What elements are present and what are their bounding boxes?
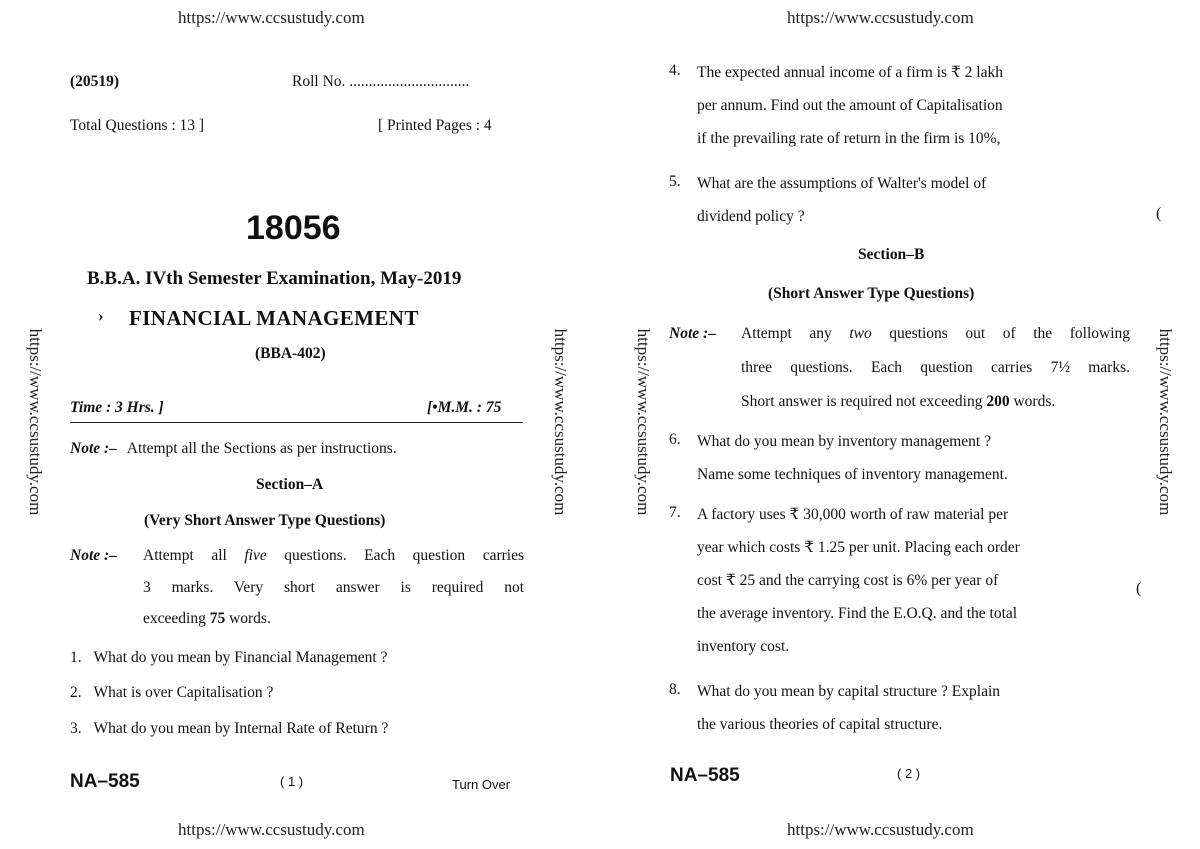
question-line: A factory uses ₹ 30,000 worth of raw material per: [697, 506, 1009, 523]
side-url-right: https://www.ccsustudy.com: [1156, 328, 1175, 516]
question-line: The expected annual income of a firm is ₹ 2 lakh: [697, 64, 1003, 81]
question-line: year which costs ₹ 1.25 per unit. Placing each order: [697, 539, 1020, 556]
question-4: [697, 56, 1117, 155]
question-text: What do you mean by Financial Management ?: [93, 649, 388, 666]
note-text: words.: [229, 610, 271, 627]
section-a-note-label: [70, 547, 117, 565]
question-8: [697, 675, 1117, 741]
max-marks: [•M.M. : 75: [427, 399, 502, 416]
side-url-center-left: https://www.ccsustudy.com: [551, 328, 570, 516]
note-emphasis: five: [244, 547, 267, 564]
question-line: What do you mean by capital structure ? Explain: [697, 683, 1001, 700]
turn-over: Turn Over: [452, 777, 511, 792]
note-text: Attempt all: [143, 547, 227, 564]
general-note-text: Attempt all the Sections as per instructions.: [126, 440, 397, 457]
section-a-title: Section–A: [256, 476, 324, 493]
bottom-url-right: https://www.ccsustudy.com: [787, 820, 974, 839]
section-b-note-line-1: [741, 325, 1130, 343]
question-line: if the prevailing rate of return in the firm is 10%,: [697, 130, 1001, 147]
section-b-note-line-3: [741, 393, 1055, 411]
question-8-number: 8.: [669, 681, 681, 698]
question-7: [697, 498, 1117, 663]
exam-title: B.B.A. IVth Semester Examination, May-2019: [87, 268, 462, 289]
paper-number: 18056: [246, 209, 341, 247]
bottom-url-left: https://www.ccsustudy.com: [178, 820, 365, 839]
question-line: cost ₹ 25 and the carrying cost is 6% per year of: [697, 572, 999, 589]
question-line: Name some techniques of inventory management.: [697, 466, 1008, 483]
footer-code: NA–585: [670, 765, 740, 786]
roll-number-field: Roll No. ...............................: [292, 73, 470, 90]
question-1: [70, 649, 387, 667]
question-line: What are the assumptions of Walter's model of: [697, 175, 987, 192]
general-note: [70, 440, 397, 458]
section-a-note-line-1: [143, 547, 524, 565]
note-label: Note :–: [669, 325, 716, 342]
time-allowed: Time : 3 Hrs. ]: [70, 399, 164, 416]
question-7-number: 7.: [669, 504, 681, 521]
question-line: the various theories of capital structure.: [697, 716, 943, 733]
question-text: What do you mean by Internal Rate of Return ?: [93, 720, 389, 737]
question-line: per annum. Find out the amount of Capitalisation: [697, 97, 1003, 114]
top-url-left: https://www.ccsustudy.com: [178, 8, 365, 27]
question-5-number: 5.: [669, 173, 681, 190]
side-url-left: https://www.ccsustudy.com: [26, 328, 45, 516]
note-label: Note :–: [70, 440, 117, 457]
top-url-right: https://www.ccsustudy.com: [787, 8, 974, 27]
question-line: dividend policy ?: [697, 208, 805, 225]
question-6-number: 6.: [669, 431, 681, 448]
header-rule: [70, 422, 523, 423]
note-text: exceeding: [143, 610, 206, 627]
section-a-note-line-2: 3 marks. Very short answer is required not: [143, 579, 524, 596]
question-number: 3.: [70, 720, 82, 737]
question-text: What is over Capitalisation ?: [93, 684, 274, 701]
question-6: [697, 425, 1117, 491]
note-text: Short answer is required not exceeding: [741, 393, 983, 410]
section-a-note-line-3: [143, 610, 271, 628]
note-emphasis: 75: [209, 610, 226, 627]
note-text: words.: [1013, 393, 1056, 410]
margin-mark: (: [1156, 205, 1162, 222]
note-emphasis: two: [849, 325, 872, 342]
question-line: inventory cost.: [697, 638, 790, 655]
section-b-note-label: [669, 325, 716, 343]
question-2: [70, 684, 273, 702]
question-5: [697, 167, 1117, 233]
bullet-mark: ›: [98, 306, 104, 325]
course-code: (BBA-402): [255, 345, 326, 362]
note-emphasis: 200: [986, 393, 1010, 410]
subject-title: FINANCIAL MANAGEMENT: [129, 306, 419, 330]
section-b-title: Section–B: [858, 246, 925, 263]
question-line: What do you mean by inventory management ?: [697, 433, 991, 450]
note-text: questions out of the following: [889, 325, 1130, 342]
note-label: Note :–: [70, 547, 117, 564]
note-text: questions. Each question carries: [284, 547, 524, 564]
total-questions: Total Questions : 13 ]: [70, 117, 205, 134]
footer-code: NA–585: [70, 771, 140, 792]
question-line: the average inventory. Find the E.O.Q. and the total: [697, 605, 1018, 622]
side-url-center-right: https://www.ccsustudy.com: [634, 328, 653, 516]
page-number: ( 2 ): [897, 766, 921, 781]
margin-mark: (: [1136, 580, 1142, 597]
paper-code: (20519): [70, 73, 120, 90]
question-number: 1.: [70, 649, 82, 666]
printed-pages: [ Printed Pages : 4: [378, 117, 492, 134]
question-4-number: 4.: [669, 62, 681, 79]
section-b-note-line-2: three questions. Each question carries 7½ marks.: [741, 359, 1130, 376]
question-number: 2.: [70, 684, 82, 701]
page-number: ( 1 ): [280, 774, 304, 789]
section-b-subtitle: (Short Answer Type Questions): [768, 285, 975, 302]
question-3: [70, 720, 388, 738]
section-a-subtitle: (Very Short Answer Type Questions): [144, 512, 386, 529]
note-text: Attempt any: [741, 325, 832, 342]
